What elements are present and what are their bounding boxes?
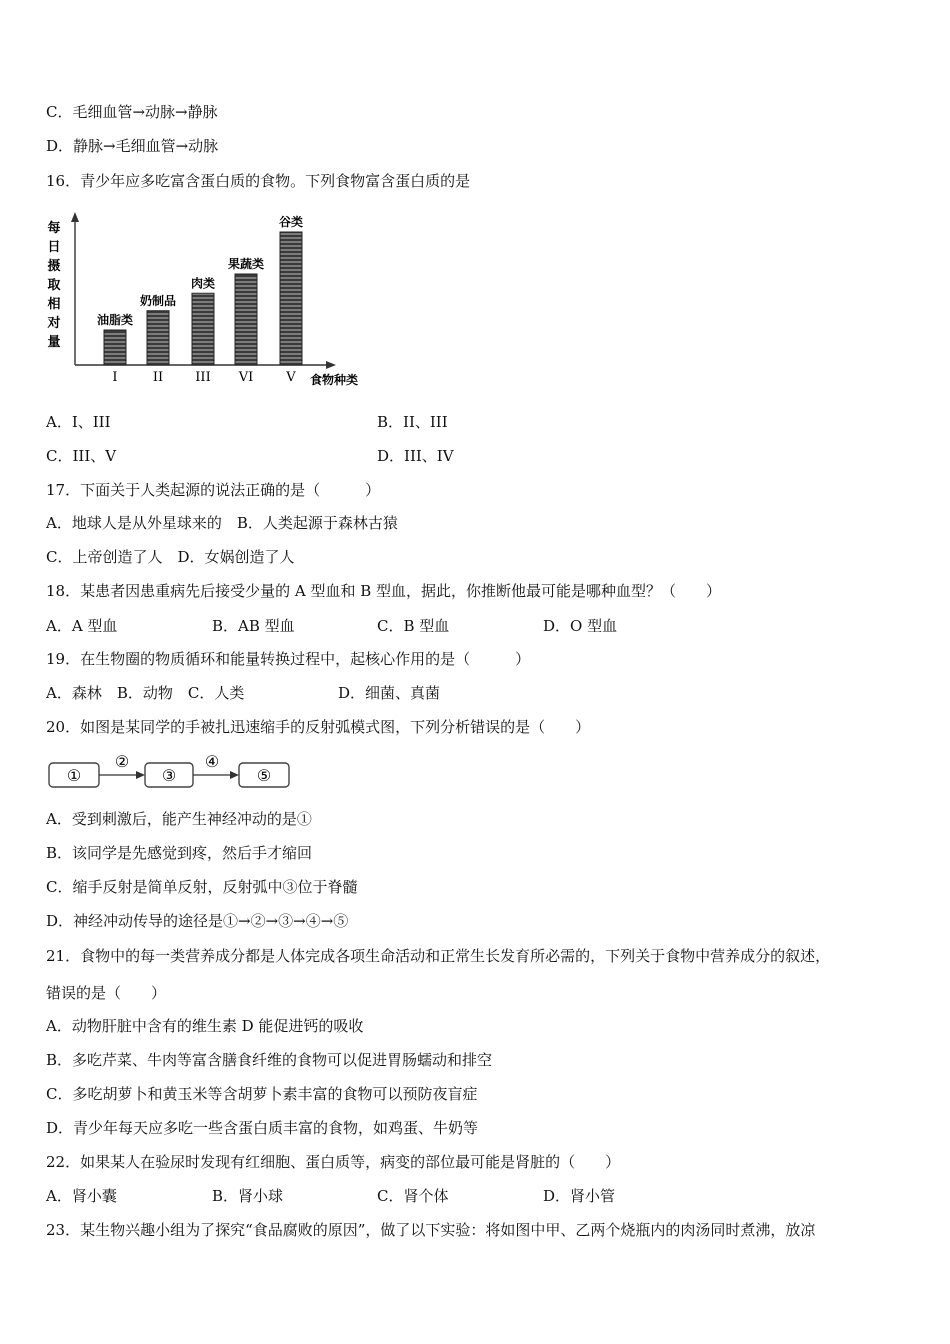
q16-option-d: D．III、IV [377,447,454,465]
q16-stem: 16．青少年应多吃富含蛋白质的食物。下列食物富含蛋白质的是 [46,172,471,190]
bar-2 [147,311,169,365]
q21-option-a: A．动物肝脏中含有的维生素 D 能促进钙的吸收 [46,1017,364,1035]
q17-options-cd: C．上帝创造了人 D．女娲创造了人 [46,548,295,566]
q20-option-d: D．神经冲动传导的途径是①→②→③→④→⑤ [46,912,349,930]
arrow-1-2-head [136,771,145,779]
q18-stem: 18．某患者因患重病先后接受少量的 A 型血和 B 型血，据此，你推断他最可能是哪种血型？（ ） [46,582,722,600]
q22-option-a: A．肾小囊 [46,1187,117,1205]
node-4-label: ④ [204,752,220,771]
x-axis-label: 食物种类 [310,373,359,387]
q20-option-c: C．缩手反射是简单反射，反射弧中③位于脊髓 [46,878,358,896]
q19-options-abc: A．森林 B．动物 C．人类 [46,684,245,702]
node-5-label: ⑤ [256,766,272,785]
q19-option-d: D．细菌、真菌 [338,684,441,702]
q21-stem-line1: 21．食物中的每一类营养成分都是人体完成各项生命活动和正常生长发育所必需的，下列关于食物中营养成分的叙述， [46,947,831,965]
y-label-char-5: 相 [47,297,61,312]
q20-option-a: A．受到刺激后，能产生神经冲动的是① [46,810,312,828]
node-3-label: ③ [161,766,177,785]
q18-option-b: B．AB 型血 [212,617,295,635]
q21-option-d: D．青少年每天应多吃一些含蛋白质丰富的食物，如鸡蛋、牛奶等 [46,1119,479,1137]
bar-label-1: 油脂类 [96,313,134,327]
q16-option-a: A．I、III [46,413,111,431]
node-1-label: ① [66,766,82,785]
q16-option-b: B．II、III [377,413,448,431]
bar-label-4: 果蔬类 [227,257,265,271]
q18-option-c: C．B 型血 [377,617,450,635]
q22-stem: 22．如果某人在验尿时发现有红细胞、蛋白质等，病变的部位最可能是肾脏的（ ） [46,1153,621,1171]
y-axis-arrow [71,212,79,222]
q19-stem: 19．在生物圈的物质循环和能量转换过程中，起核心作用的是（ ） [46,650,531,668]
bar-label-2: 奶制品 [139,293,177,308]
q21-option-b: B．多吃芹菜、牛肉等富含膳食纤维的食物可以促进胃肠蠕动和排空 [46,1051,493,1069]
node-2-label: ② [114,752,130,771]
x-tick-1: I [112,370,118,385]
q22-option-c: C．肾个体 [377,1187,449,1205]
reflex-arc-diagram [46,752,296,792]
bar-5 [280,232,302,365]
q22-option-d: D．肾小管 [543,1187,616,1205]
x-tick-5: V [286,370,296,385]
y-label-char-6: 对 [47,316,61,331]
q15-option-c: C．毛细血管→动脉→静脉 [46,103,218,121]
bar-1 [104,330,126,365]
q23-stem: 23．某生物兴趣小组为了探究“食品腐败的原因”，做了以下实验：将如图中甲、乙两个烧瓶内的肉汤同时煮沸，放凉 [46,1221,816,1239]
bar-4 [235,274,257,365]
x-axis-arrow [326,361,336,369]
y-label-char-2: 日 [47,240,61,255]
q22-option-b: B．肾小球 [212,1187,284,1205]
y-label-char-1: 每 [47,221,61,236]
q17-stem: 17．下面关于人类起源的说法正确的是（ ） [46,481,381,499]
q21-stem-line2: 错误的是（ ） [46,984,167,1002]
q20-stem: 20．如图是某同学的手被扎迅速缩手的反射弧模式图，下列分析错误的是（ ） [46,718,591,736]
q15-option-d: D．静脉→毛细血管→动脉 [46,137,219,155]
x-tick-3: III [195,370,211,385]
y-label-char-4: 取 [47,278,61,293]
arrow-3-5-head [230,771,239,779]
q16-option-c: C．III、V [46,447,117,465]
q17-options-ab: A．地球人是从外星球来的 B．人类起源于森林古猿 [46,514,398,532]
y-label-char-7: 量 [47,335,61,350]
x-tick-4: VI [238,370,254,385]
q21-option-c: C．多吃胡萝卜和黄玉米等含胡萝卜素丰富的食物可以预防夜盲症 [46,1085,478,1103]
q18-option-d: D．O 型血 [543,617,618,635]
y-axis-label [46,220,60,350]
q20-option-b: B．该同学是先感觉到疼，然后手才缩回 [46,844,313,862]
bar-label-3: 肉类 [190,276,216,291]
bar-3 [192,293,214,365]
food-intake-bar-chart [40,208,380,393]
y-label-char-3: 摄 [47,259,61,274]
bar-label-5: 谷类 [278,215,304,229]
q18-option-a: A．A 型血 [46,617,118,635]
x-tick-2: II [152,370,164,385]
